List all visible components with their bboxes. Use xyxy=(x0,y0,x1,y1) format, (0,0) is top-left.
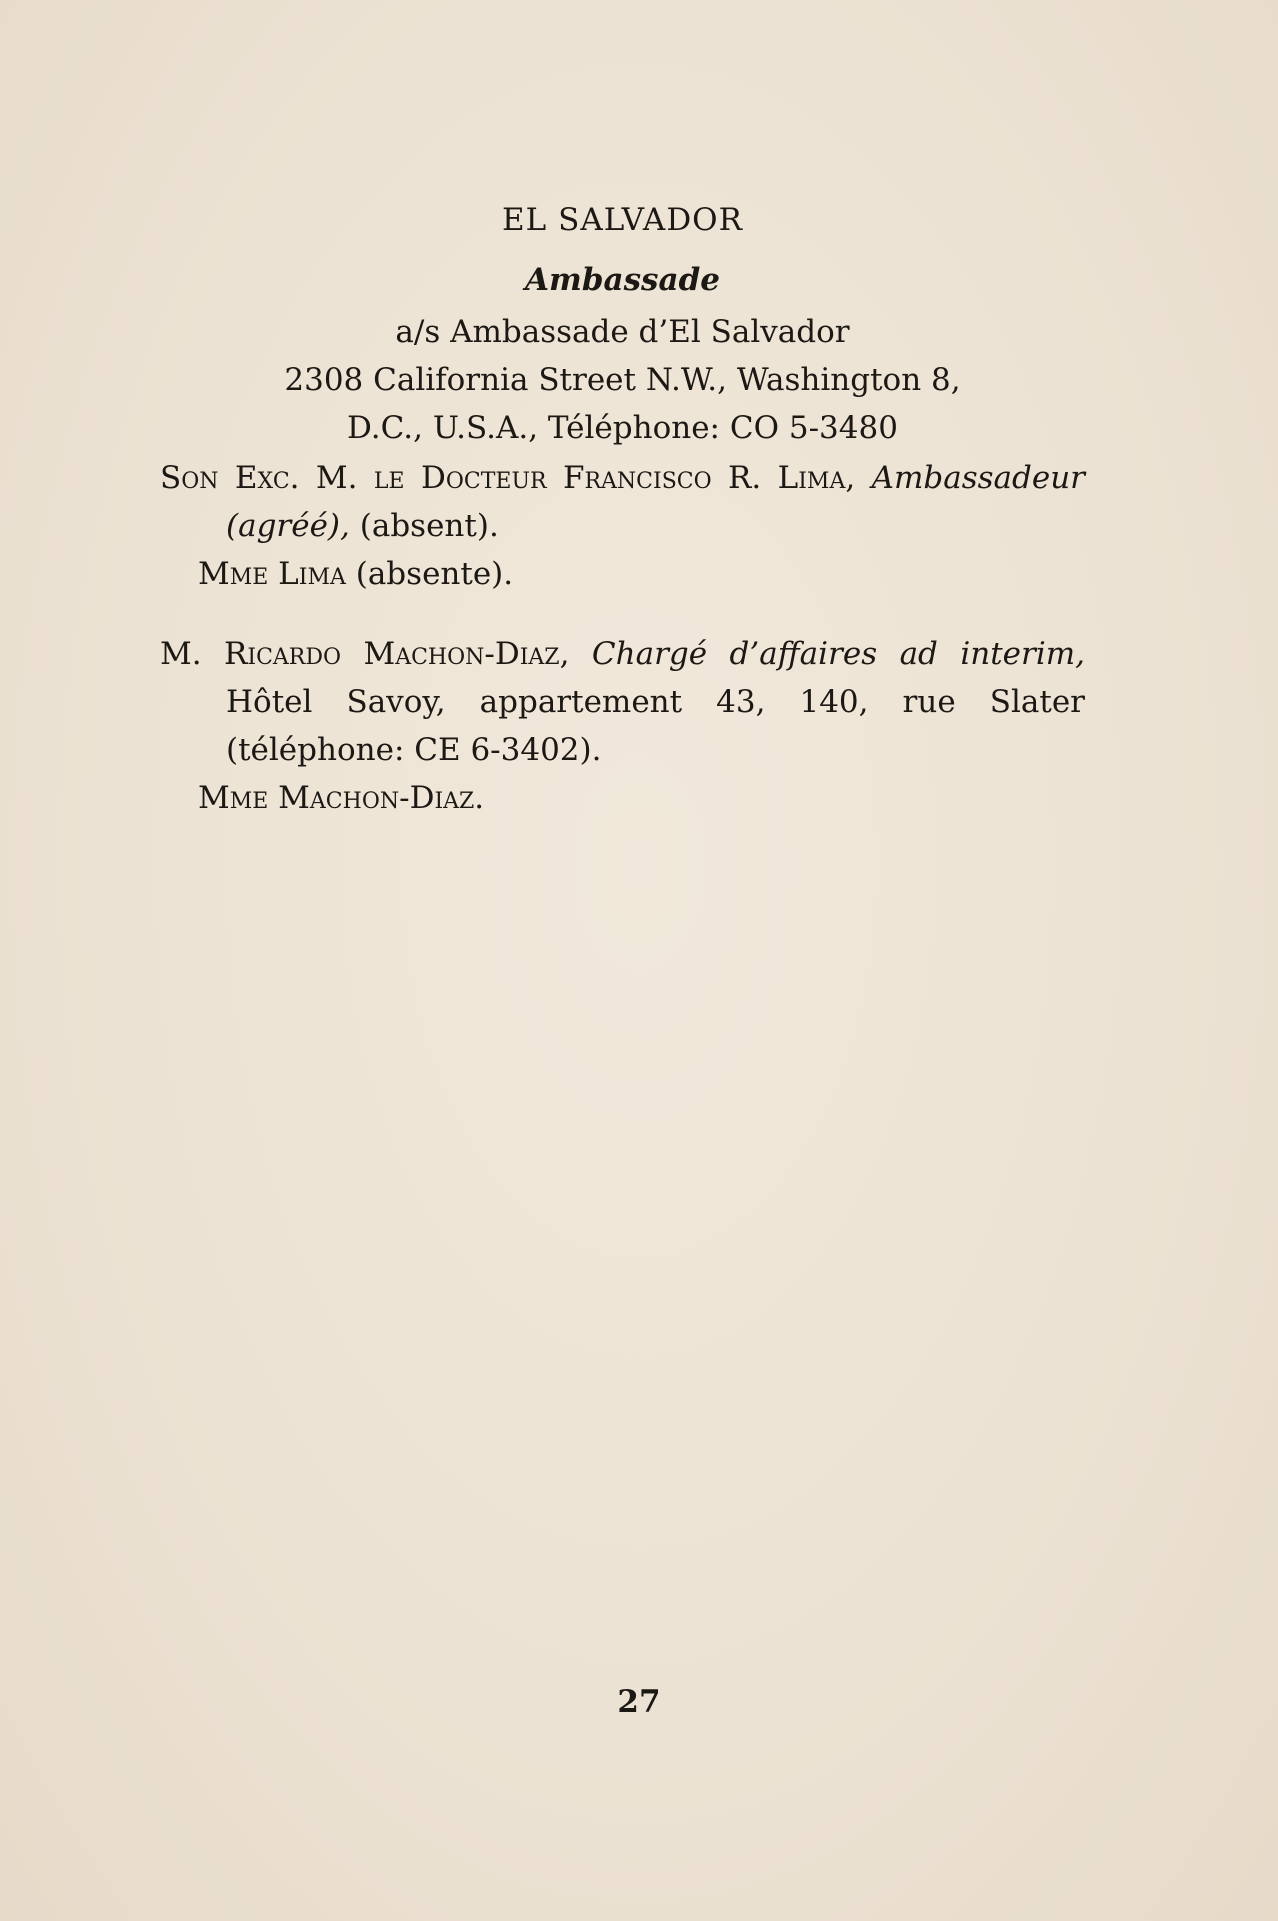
charge-entry xyxy=(160,630,1085,774)
section-heading: Ambassade xyxy=(524,262,720,298)
charge-spouse-entry xyxy=(160,774,1085,822)
ambassador-spouse-entry xyxy=(160,550,1085,598)
ambassador-spouse-note: (absente). xyxy=(355,556,514,592)
ambassador-entry xyxy=(160,454,1085,550)
charge-details: Hôtel Savoy, appartement 43, 140, rue Slater (téléphone: CE 6-3402). xyxy=(226,684,1085,768)
address-line-2: 2308 California Street N.W., Washington 8, xyxy=(284,362,961,398)
ambassador-name: Son Exc. M. le Docteur Francisco R. Lima, xyxy=(160,460,856,496)
charge-spouse-name: Mme Machon-Diaz. xyxy=(198,780,485,816)
ambassador-spouse-name: Mme Lima xyxy=(198,556,346,592)
document-body xyxy=(160,196,1085,822)
entry-separator xyxy=(160,598,1085,628)
charge-role: Chargé d’affaires ad interim, xyxy=(591,636,1086,672)
embassy-address xyxy=(160,308,1085,452)
address-line-3: D.C., U.S.A., Téléphone: CO 5-3480 xyxy=(347,410,898,446)
ambassador-note: (absent). xyxy=(359,508,499,544)
page-number: 27 xyxy=(617,1684,661,1720)
charge-name: M. Ricardo Machon-Diaz, xyxy=(160,636,570,672)
address-line-1: a/s Ambassade d’El Salvador xyxy=(395,314,850,350)
country-heading: EL SALVADOR xyxy=(502,202,743,238)
ambassador-role: Ambassadeur (agréé), xyxy=(226,460,1085,544)
